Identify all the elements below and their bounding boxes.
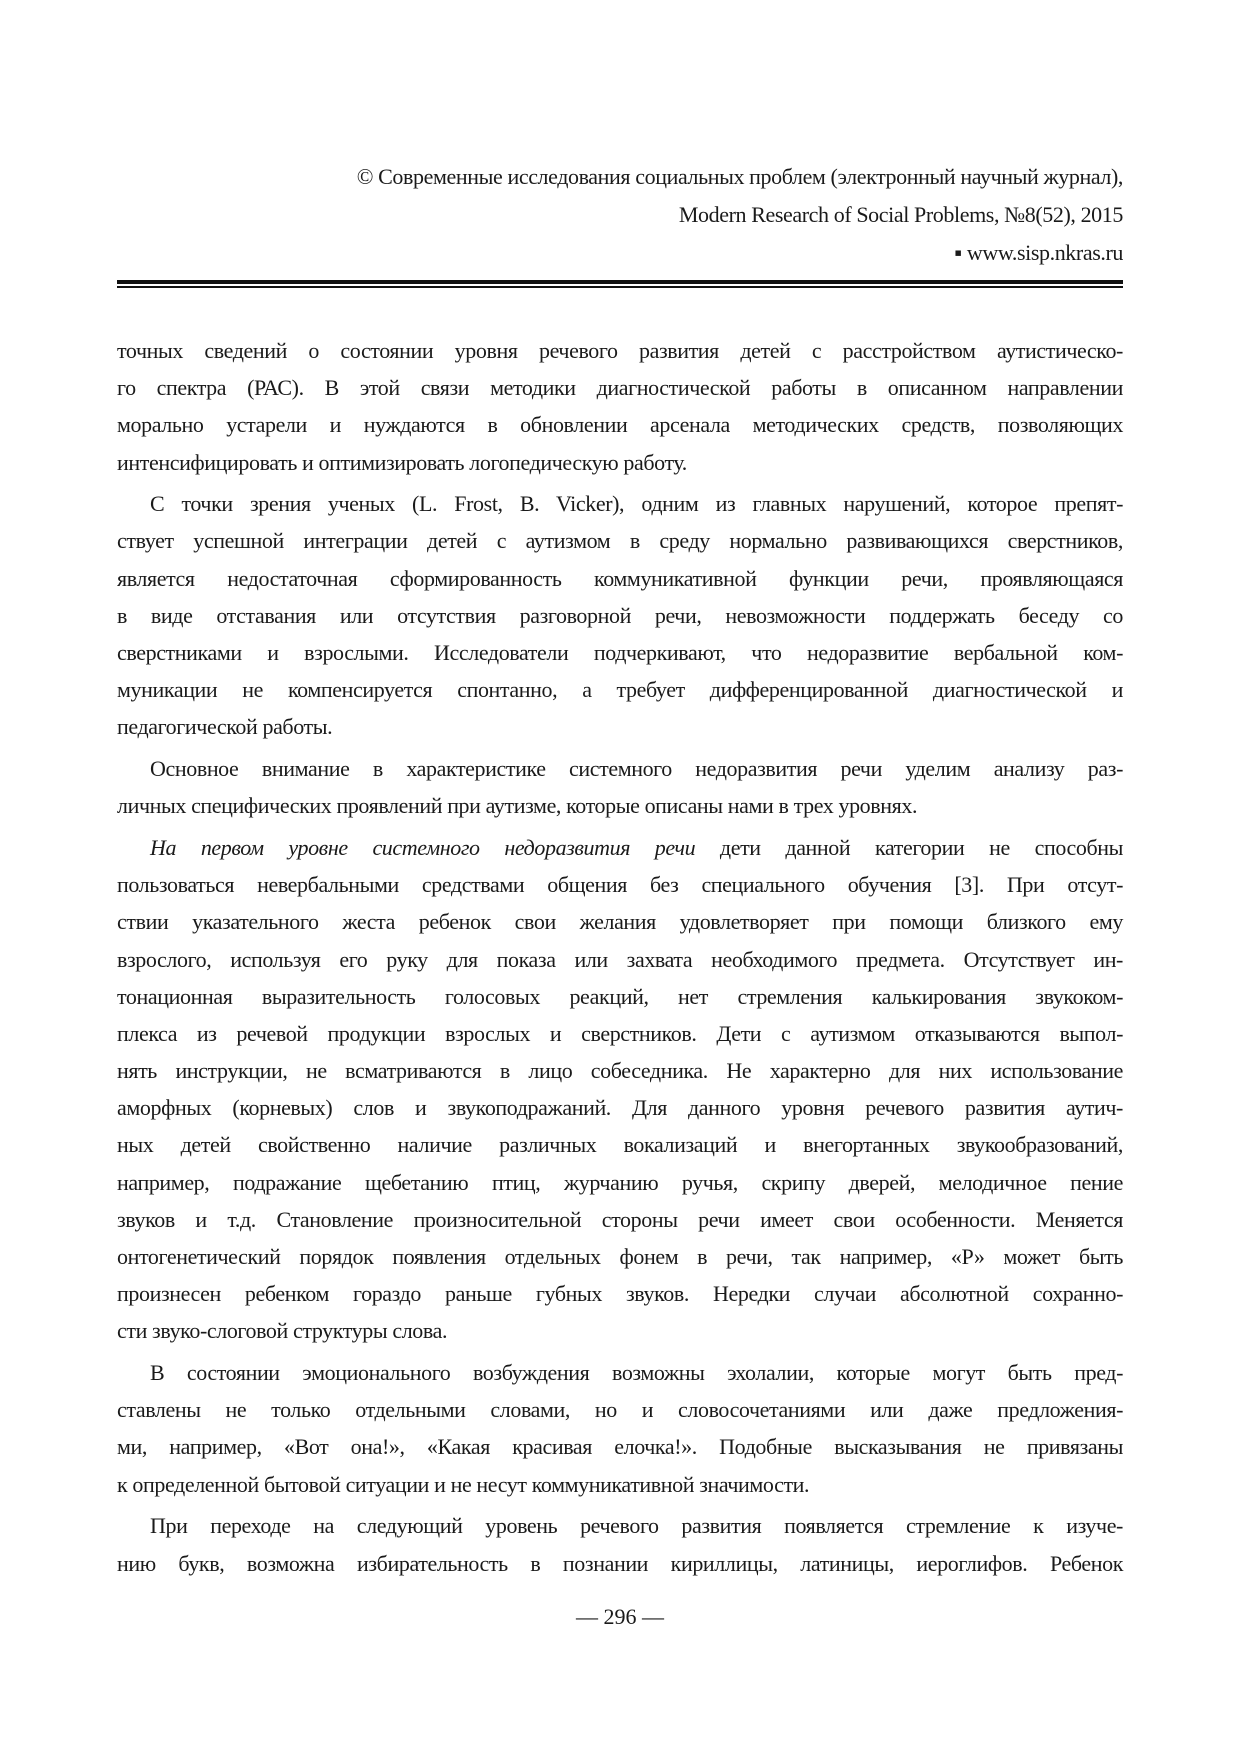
text-line	[117, 634, 1123, 671]
line-text: ных детей свойственно наличие различных вокализаций и внегортанных звукообразований,	[117, 1132, 1123, 1158]
text-line	[117, 829, 1123, 866]
line-text: плекса из речевой продукции взрослых и сверстников. Дети с аутизмом отказываются выпол-	[117, 1020, 1123, 1046]
text-line	[117, 1545, 1123, 1582]
text-line	[117, 1507, 1123, 1544]
line-text: ставлены не только отдельными словами, но и словосочетаниями или даже предложения-	[117, 1397, 1123, 1423]
paragraph	[117, 1507, 1123, 1581]
line-text: ми, например, «Вот она!», «Какая красивая елочка!». Подобные высказывания не привязаны	[117, 1434, 1123, 1460]
text-line	[117, 1275, 1123, 1312]
journal-website: ▪ www.sisp.nkras.ru	[954, 240, 1123, 265]
line-text: ствии указательного жеста ребенок свои желания удовлетворяет при помощи близкого ему	[117, 909, 1123, 935]
line-text: нять инструкции, не всматриваются в лицо собеседника. Не характерно для них использование	[117, 1058, 1123, 1084]
line-text: тонационная выразительность голосовых реакций, нет стремления калькирования звукоком-	[117, 983, 1123, 1009]
text-line	[117, 903, 1123, 940]
text-line	[117, 560, 1123, 597]
text-line	[117, 787, 1123, 824]
text-line	[117, 485, 1123, 522]
line-text: точных сведений о состоянии уровня речевого развития детей с расстройством аутистическо-	[117, 338, 1123, 363]
line-text: интенсифицировать и оптимизировать логопедическую работу.	[117, 449, 687, 475]
line-text: звуков и т.д. Становление произносительной стороны речи имеет свои особенности. Меняется	[117, 1206, 1123, 1232]
page-number: — 296 —	[576, 1604, 664, 1629]
paragraph	[117, 829, 1123, 1350]
line-text: сверстниками и взрослыми. Исследователи подчеркивают, что недоразвитие вербальной ком-	[117, 640, 1123, 665]
text-line	[117, 1312, 1123, 1349]
journal-issue: Modern Research of Social Problems, №8(52), 2015	[678, 202, 1123, 227]
line-text: онтогенетический порядок появления отдельных фонем в речи, так например, «Р» может быть	[117, 1244, 1123, 1269]
text-line	[117, 1428, 1123, 1465]
paragraph	[117, 1354, 1123, 1503]
article-body	[117, 332, 1123, 1586]
line-text: го спектра (РАС). В этой связи методики диагностической работы в описанном направлении	[117, 375, 1123, 401]
header-rule-thin	[117, 286, 1123, 288]
line-text: аморфных (корневых) слов и звукоподражаний. Для данного уровня речевого развития аутич-	[117, 1095, 1123, 1121]
text-line	[117, 444, 1123, 481]
line-text: муникации не компенсируется спонтанно, а требует дифференцированной диагностической и	[117, 677, 1123, 703]
line-text: нию букв, возможна избирательность в познании кириллицы, латиницы, иероглифов. Ребенок	[117, 1550, 1123, 1576]
line-text: в виде отставания или отсутствия разговорной речи, невозможности поддержать беседу со	[117, 602, 1123, 628]
line-text: С точки зрения ученых (L. Frost, B. Vicker), одним из главных нарушений, которое препят-	[150, 491, 1123, 517]
paragraph	[117, 750, 1123, 824]
text-line	[117, 522, 1123, 559]
text-line	[117, 1466, 1123, 1503]
line-text: например, подражание щебетанию птиц, журчанию ручья, скрипу дверей, мелодичное пение	[117, 1169, 1123, 1195]
text-line	[117, 1164, 1123, 1201]
line-text: Основное внимание в характеристике системного недоразвития речи уделим анализу раз-	[150, 756, 1123, 782]
line-text: пользоваться невербальными средствами общения без специального обучения [3]. При отсут-	[117, 872, 1123, 898]
text-line	[117, 750, 1123, 787]
line-text: педагогической работы.	[117, 714, 333, 740]
line-text: При переходе на следующий уровень речевого развития появляется стремление к изуче-	[150, 1513, 1123, 1539]
text-line	[117, 941, 1123, 978]
line-text: к определенной бытовой ситуации и не несут коммуникативной значимости.	[117, 1471, 810, 1497]
text-line	[117, 978, 1123, 1015]
paragraph	[117, 332, 1123, 481]
text-line	[117, 866, 1123, 903]
journal-header	[357, 158, 1123, 272]
text-line	[117, 332, 1123, 369]
line-text: взрослого, используя его руку для показа или захвата необходимого предмета. Отсутствует ин-	[117, 946, 1123, 972]
text-line	[117, 1089, 1123, 1126]
header-rule-thick	[117, 280, 1123, 284]
text-line	[117, 671, 1123, 708]
text-line	[117, 1015, 1123, 1052]
text-line	[117, 1238, 1123, 1275]
text-line	[117, 369, 1123, 406]
line-text: сти звуко-слоговой структуры слова.	[117, 1318, 448, 1344]
text-line	[117, 406, 1123, 443]
line-text: личных специфических проявлений при аутизме, которые описаны нами в трех уровнях.	[117, 793, 918, 819]
line-text: является недостаточная сформированность коммуникативной функции речи, проявляющаяся	[117, 565, 1123, 591]
italic-term: На первом уровне системного недоразвития речи	[150, 834, 696, 860]
line-text: ствует успешной интеграции детей с аутизмом в среду нормально развивающихся сверстников,	[117, 528, 1123, 554]
line-text: дети данной категории не способны	[695, 834, 1123, 860]
text-line	[117, 1052, 1123, 1089]
text-line	[117, 1354, 1123, 1391]
text-line	[117, 1201, 1123, 1238]
line-text: произнесен ребенком гораздо раньше губных звуков. Нередки случаи абсолютной сохранно-	[117, 1281, 1123, 1307]
text-line	[117, 1391, 1123, 1428]
journal-title: © Современные исследования социальных проблем (электронный научный журнал),	[356, 164, 1123, 189]
text-line	[117, 708, 1123, 745]
text-line	[117, 1126, 1123, 1163]
line-text: В состоянии эмоционального возбуждения возможны эхолалии, которые могут быть пред-	[150, 1360, 1123, 1386]
line-text: морально устарели и нуждаются в обновлении арсенала методических средств, позволяющих	[117, 412, 1123, 438]
text-line	[117, 597, 1123, 634]
paragraph	[117, 485, 1123, 745]
